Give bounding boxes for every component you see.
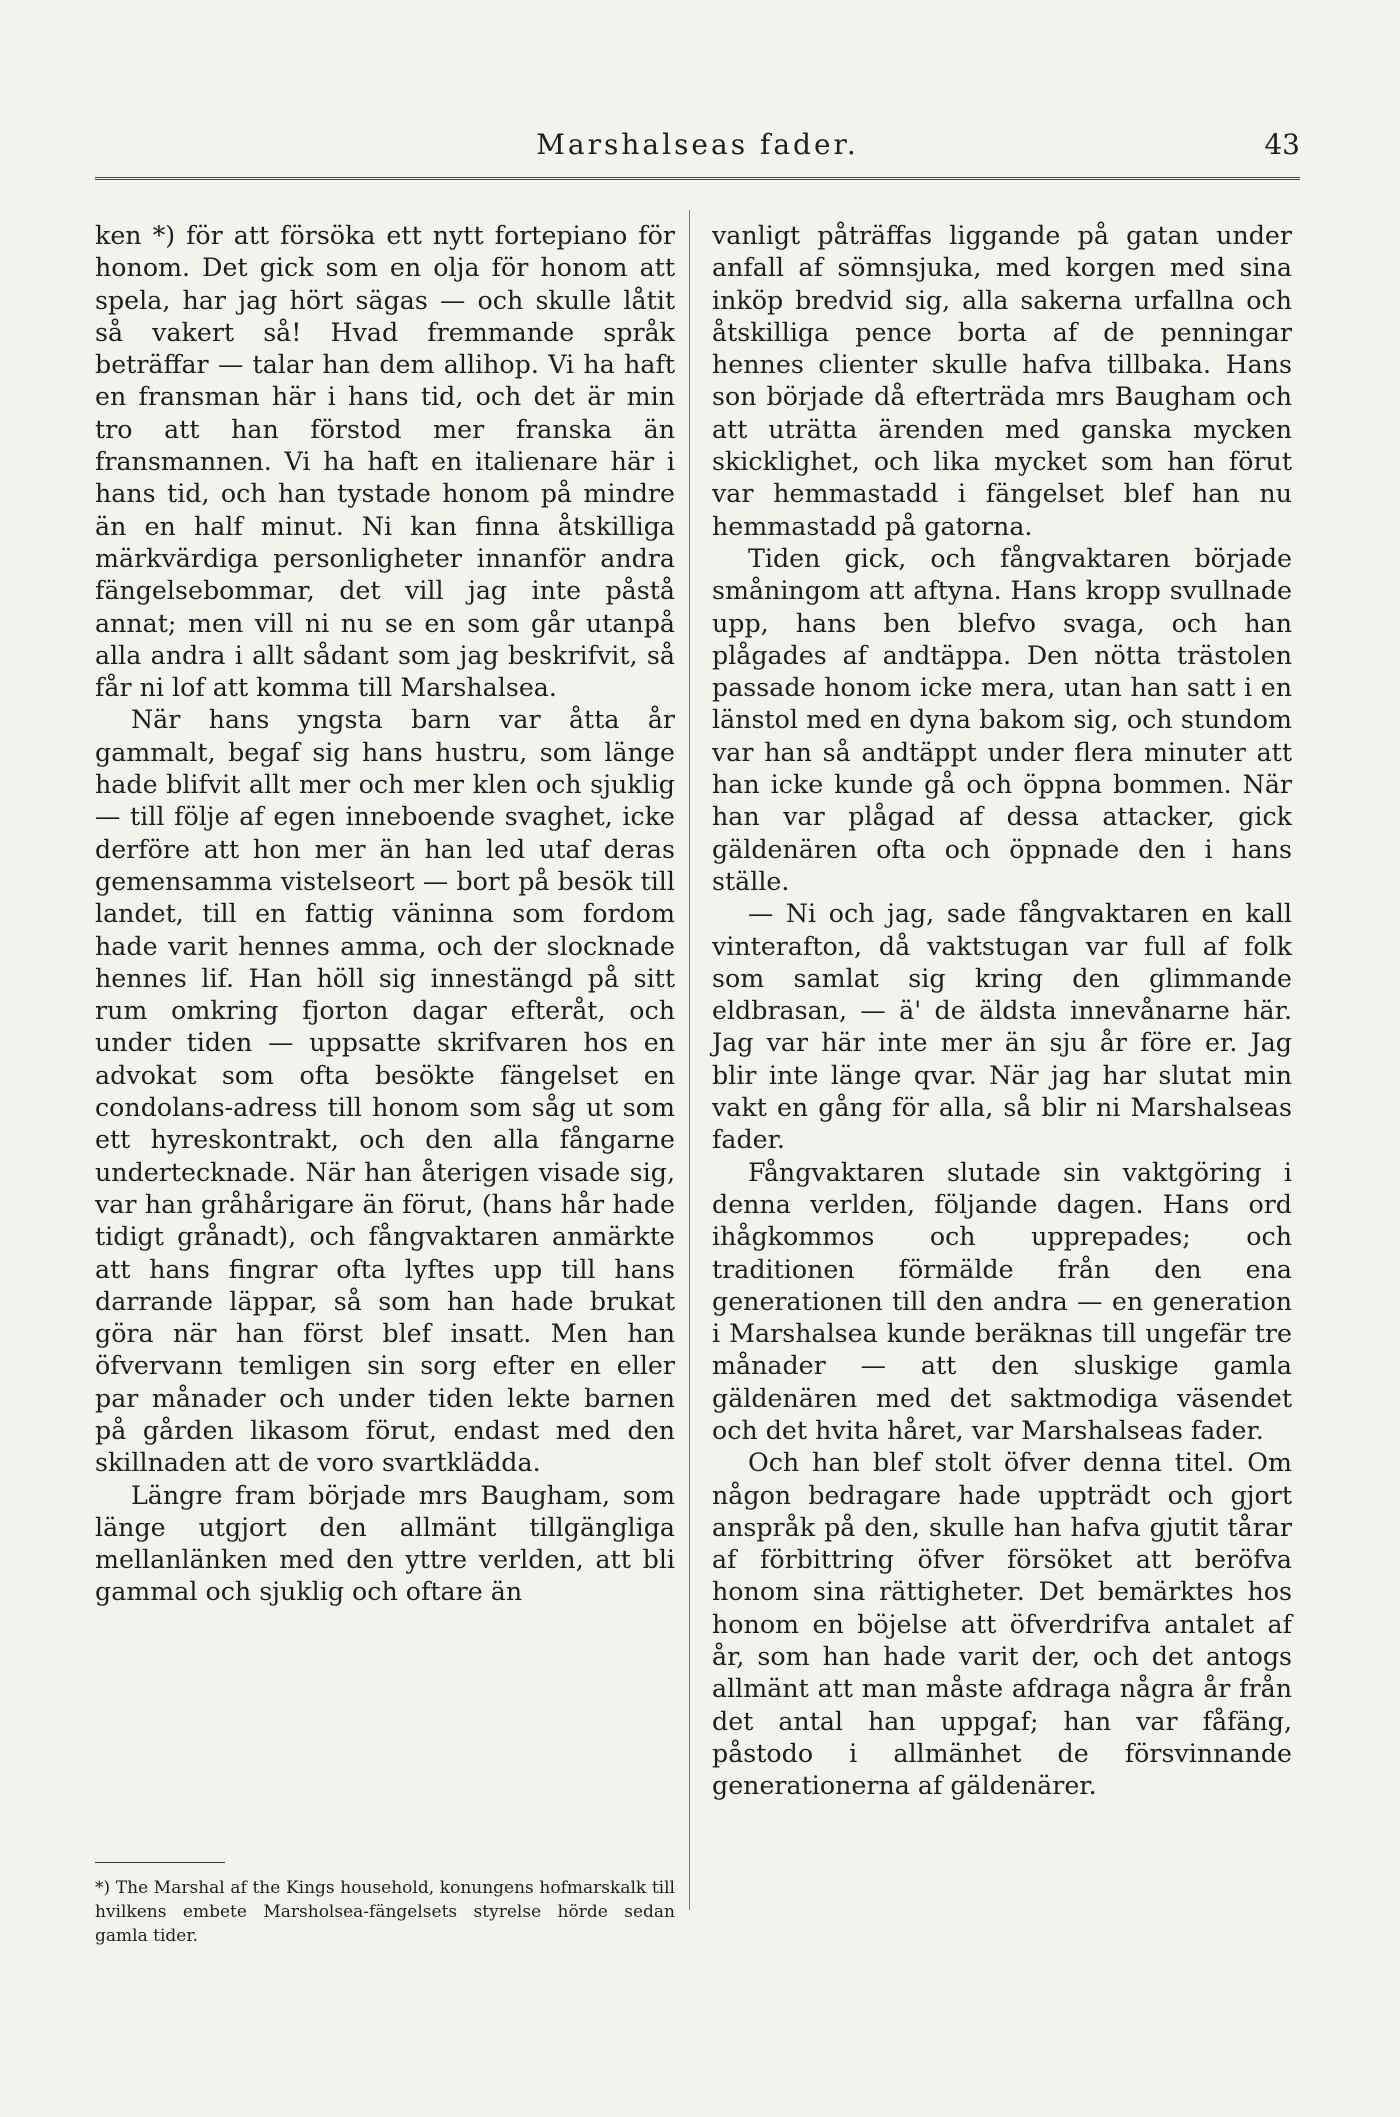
page-number: 43 [1264,128,1300,161]
left-column [95,220,675,1609]
footnote-rule [95,1862,225,1863]
header-rule [95,177,1300,180]
right-paragraph-5: Och han blef stolt öfver denna titel. Om någon bedragare hade uppträdt och gjort anspråk på den, skulle han hafva gjutit tårar af förbittring öfver försöket att beröfva honom sina rättigheter. Det bemärktes hos honom en böjelse att öfverdrifva antalet af år, som han hade varit der, och det antogs allmänt att man måste afdraga några år från det antal han uppgaf; han var fåfäng, påstodo i allmänhet de försvinnande generationerna af gäldenärer. [712,1448,1292,1801]
right-paragraph-3: — Ni och jag, sade fångvaktaren en kall vinterafton, då vaktstugan var full af folk som samlat sig kring den glimmande eldbrasan, — ä' de äldsta innevånarne här. Jag var här inte mer än sju år före er. Jag blir inte länge qvar. När jag har slutat min vakt en gång för alla, så blir ni Marshalseas fader. [712,899,1292,1155]
page-header [95,128,1300,168]
column-divider [689,210,690,1910]
right-paragraph-1: vanligt påträffas liggande på gatan under anfall af sömnsjuka, med korgen med sina inköp bredvid sig, alla sakerna urfallna och åtskilliga pence borta af de penningar hennes clienter skulle hafva tillbaka. Hans son började då efterträda mrs Baugham och att uträtta ärenden med ganska mycken skicklighet, och lika mycket som han förut var hemmastadd i fängelset blef han nu hemmastadd på gatorna. [712,221,1292,541]
left-paragraph-2: När hans yngsta barn var åtta år gammalt, begaf sig hans hustru, som länge hade blifvit allt mer och mer klen och sjuklig — till följe af egen inneboende svaghet, icke derföre att hon mer än han led utaf deras gemensamma vistelseort — bort på besök till landet, till en fattig väninna som fordom hade varit hennes amma, och der slocknade hennes lif. Han höll sig innestängd på sitt rum omkring fjorton dagar efteråt, och under tiden — uppsatte skrifvaren hos en advokat som ofta besökte fängelset en condolans-adress till honom som såg ut som ett hyreskontrakt, och den alla fångarne undertecknade. När han återigen visade sig, var han gråhårigare än förut, (hans hår hade tidigt grånadt), och fångvaktaren anmärkte att hans fingrar ofta lyftes upp till hans darrande läppar, så som han hade brukat göra när han först blef insatt. Men han öfvervann temligen sin sorg efter en eller par månader och under tiden lekte barnen på gården likasom förut, endast med den skillnaden att de voro svartklädda. [95,705,675,1478]
running-title: Marshalseas fader. [536,128,859,161]
footnote: *) The Marshal af the Kings household, konungens hofmarskalk till hvilkens embete Marsholsea-fängelsets styrelse hörde sedan gamla tider. [95,1878,675,1946]
right-column [712,220,1292,1803]
left-paragraph-3: Längre fram började mrs Baugham, som länge utgjort den allmänt tillgängliga mellanlänken med den yttre verlden, att bli gammal och sjuklig och oftare än [95,1480,675,1607]
right-paragraph-2: Tiden gick, och fångvaktaren började småningom att aftyna. Hans kropp svullnade upp, hans ben blefvo svaga, och han plågades af andtäppa. Den nötta trästolen passade honom icke mera, utan han satt i en länstol med en dyna bakom sig, och stundom var han så andtäppt under flera minuter att han icke kunde gå och öppna bommen. När han var plågad af dessa attacker, gick gäldenären ofta och öppnade den i hans ställe. [712,543,1292,896]
left-paragraph-1: ken *) för att försöka ett nytt fortepiano för honom. Det gick som en olja för honom att spela, har jag hört sägas — och skulle låtit så vakert så! Hvad fremmande språk beträffar — talar han dem allihop. Vi ha haft en fransman här i hans tid, och det är min tro att han förstod mer franska än fransmannen. Vi ha haft en italienare här i hans tid, och han tystade honom på mindre än en half minut. Ni kan finna åtskilliga märkvärdiga personligheter innanför andra fängelsebommar, det vill jag inte påstå annat; men vill ni nu se en som går utanpå alla andra i allt sådant som jag beskrifvit, så får ni lof att komma till Marshalsea. [95,221,675,703]
right-paragraph-4: Fångvaktaren slutade sin vaktgöring i denna verlden, följande dagen. Hans ord ihågkommos och upprepades; och traditionen förmälde från den ena generationen till den andra — en generation i Marshalsea kunde beräknas till ungefär tre månader — att den sluskige gamla gäldenären med det saktmodiga väsendet och det hvita håret, var Marshalseas fader. [712,1157,1292,1445]
